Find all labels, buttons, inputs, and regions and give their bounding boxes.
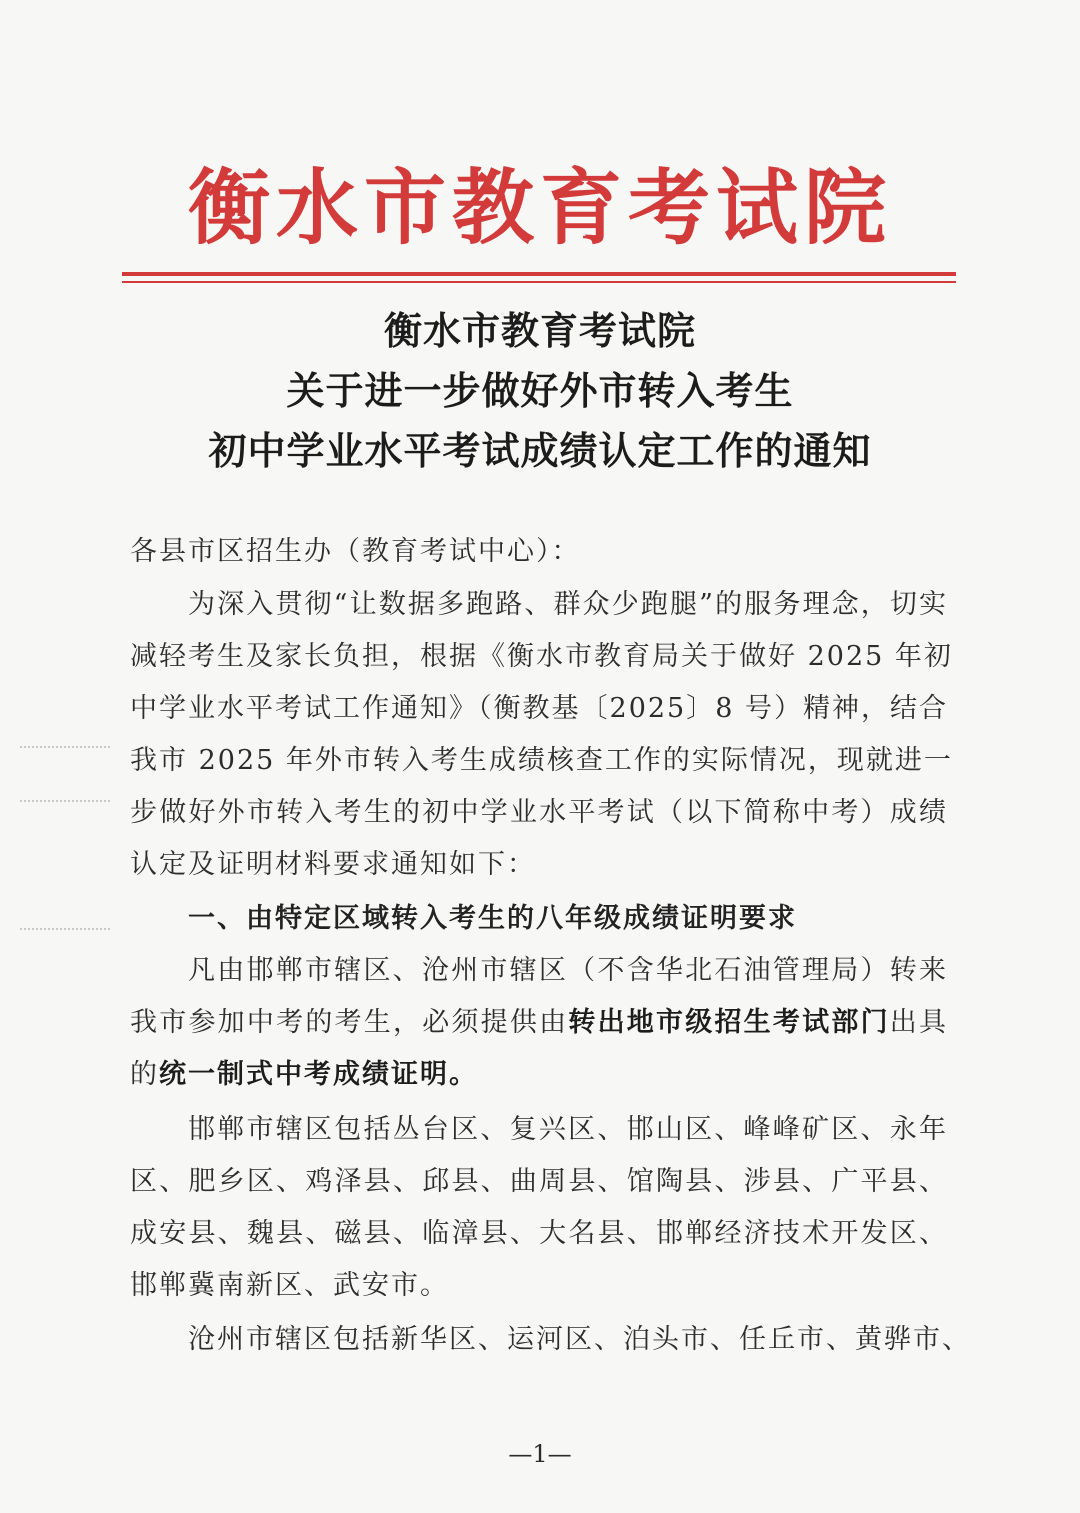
paragraph-2-emphasis-certificate: 统一制式中考成绩证明。 xyxy=(159,1059,478,1090)
document-title-line-3: 初中学业水平考试成绩认定工作的通知 xyxy=(208,429,872,473)
margin-binding-marks xyxy=(20,928,110,930)
paragraph-3-line-4: 邯郸冀南新区、武安市。 xyxy=(130,1270,449,1301)
paragraph-1-line-6: 认定及证明材料要求通知如下： xyxy=(130,849,536,880)
paragraph-1-line-4: 我市 2025 年外市转入考生成绩核查工作的实际情况，现就进一 xyxy=(130,745,953,776)
paragraph-1-line-5: 步做好外市转入考生的初中学业水平考试（以下简称中考）成绩 xyxy=(130,797,948,828)
paragraph-2-line-1: 凡由邯郸市辖区、沧州市辖区（不含华北石油管理局）转来 xyxy=(188,955,948,986)
paragraph-3-line-2: 区、肥乡区、鸡泽县、邱县、曲周县、馆陶县、涉县、广平县、 xyxy=(130,1166,948,1197)
margin-binding-marks xyxy=(20,800,110,802)
document-title-line-1: 衡水市教育考试院 xyxy=(383,309,696,353)
paragraph-1-line-1: 为深入贯彻“让数据多跑路、群众少跑腿”的服务理念，切实 xyxy=(188,589,948,620)
paragraph-2-line-3 xyxy=(130,1055,478,1095)
salutation: 各县市区招生办（教育考试中心）： xyxy=(130,536,581,567)
paragraph-4-line-1: 沧州市辖区包括新华区、运河区、泊头市、任丘市、黄骅市、 xyxy=(188,1324,971,1355)
paragraph-1-line-3: 中学业水平考试工作通知》（衡教基〔2025〕8 号）精神，结合 xyxy=(130,693,948,724)
margin-binding-marks xyxy=(20,746,110,748)
paragraph-3-line-1: 邯郸市辖区包括丛台区、复兴区、邯山区、峰峰矿区、永年 xyxy=(188,1114,948,1145)
document-title-line-2: 关于进一步做好外市转入考生 xyxy=(286,369,794,413)
paragraph-1-line-2: 减轻考生及家长负担，根据《衡水市教育局关于做好 2025 年初 xyxy=(130,641,953,672)
paragraph-2-line-2-text: 我市参加中考的考生，必须提供由 xyxy=(130,1007,569,1038)
paragraph-3-line-3: 成安县、魏县、磁县、临漳县、大名县、邯郸经济技术开发区、 xyxy=(130,1218,948,1249)
page-number: —1— xyxy=(508,1440,572,1468)
paragraph-2-line-3-text: 的 xyxy=(130,1059,159,1090)
red-header-rule xyxy=(122,272,956,276)
paragraph-2-emphasis-department: 转出地市级招生考试部门 xyxy=(568,1007,890,1038)
red-header-rule-thin xyxy=(122,281,956,283)
masthead-title: 衡水市教育考试院 xyxy=(187,160,892,256)
paragraph-2-line-2 xyxy=(130,1003,948,1043)
paragraph-2-line-2-tail: 出具 xyxy=(889,1007,949,1038)
section-1-heading: 一、由特定区域转入考生的八年级成绩证明要求 xyxy=(188,903,797,934)
